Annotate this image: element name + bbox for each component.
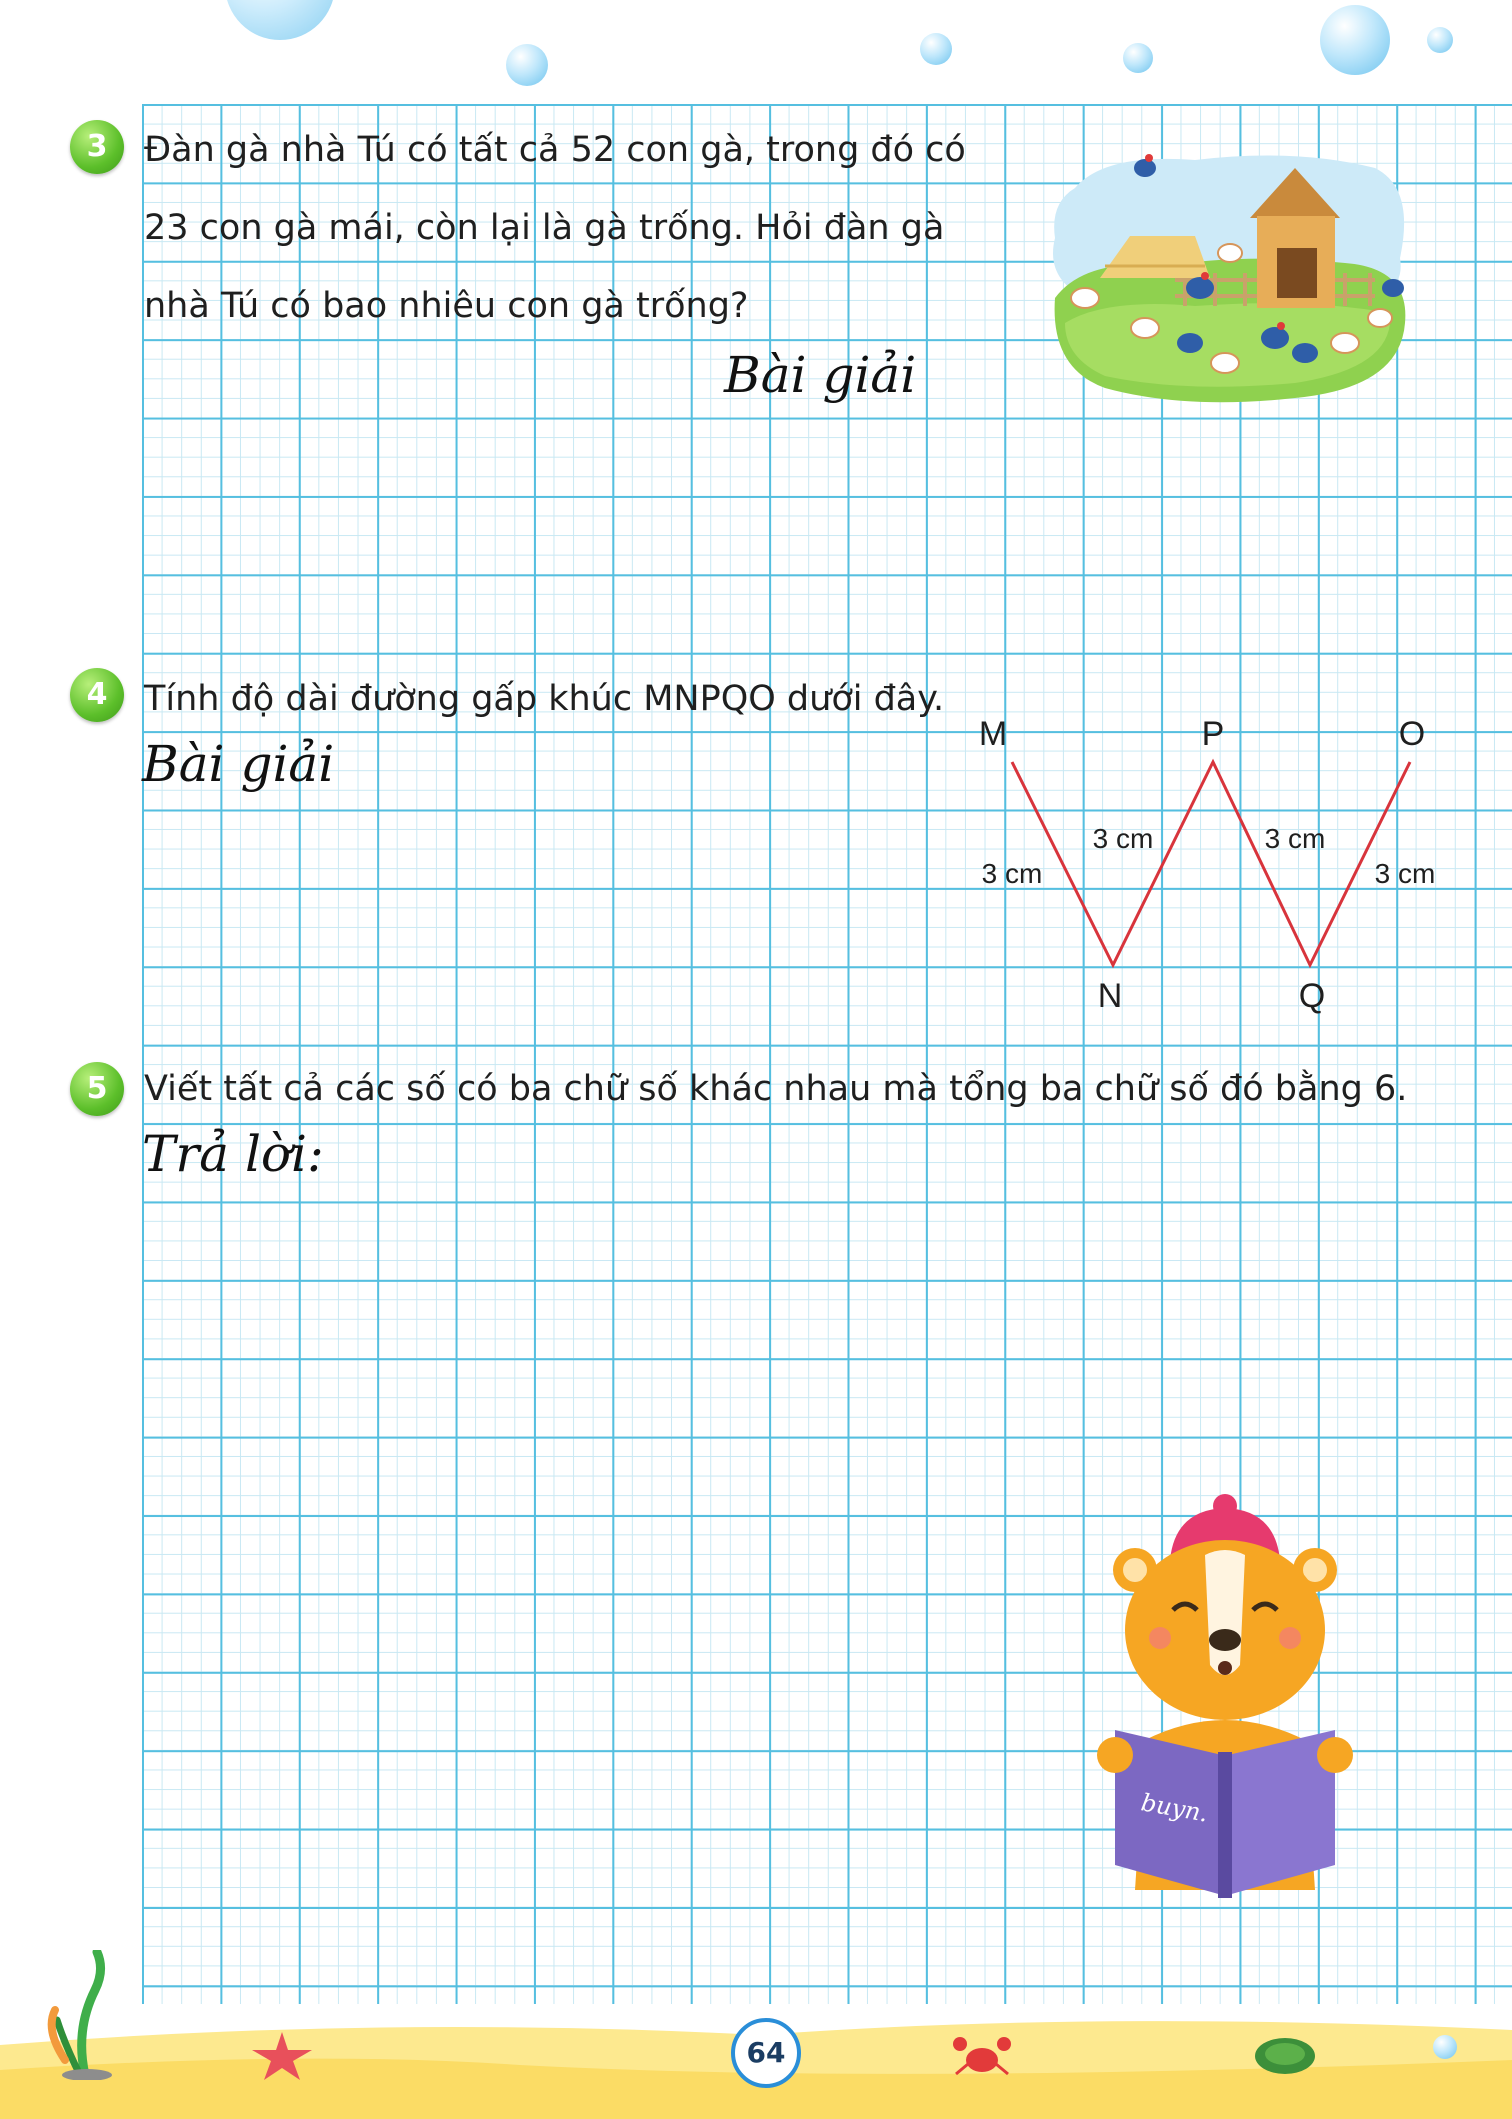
question-3-line-2: 23 con gà mái, còn lại là gà trống. Hỏi đàn gà [144,208,945,248]
question-5-text: Viết tất cả các số có ba chữ số khác nhau mà tổng ba chữ số đó bằng 6. [144,1069,1408,1109]
question-4-badge: 4 [70,668,124,722]
question-3-line-1: Đàn gà nhà Tú có tất cả 52 con gà, trong đó có [144,130,966,170]
polyline-figure [960,700,1460,1030]
page-number: 64 [731,2018,801,2088]
bubble-decoration [1123,43,1153,73]
chicken-farm-illustration [1045,148,1415,408]
polyline-mnpqo [1012,762,1410,965]
turtle-decoration [1250,2030,1320,2078]
segment-label-qo: 3 cm [1374,858,1436,889]
bear-reading-book-illustration [1085,1490,1365,1900]
question-4-answer-heading: Bài giải [142,735,335,793]
bubble-decoration [1433,2035,1457,2059]
bubble-decoration [1427,27,1453,53]
point-label-p: P [1201,715,1225,753]
segment-label-pq: 3 cm [1264,823,1326,854]
bubble-decoration [225,0,335,40]
bubble-decoration [1320,5,1390,75]
crab-decoration [950,2030,1014,2080]
bubble-decoration [506,44,548,86]
bubble-decoration [920,33,952,65]
seaweed-decoration [35,1950,125,2080]
segment-label-mn: 3 cm [981,858,1043,889]
question-5-answer-heading: Trả lời: [142,1125,324,1183]
starfish-decoration [250,2030,314,2082]
question-3-line-3: nhà Tú có bao nhiêu con gà trống? [144,286,749,326]
point-label-q: Q [1298,977,1326,1015]
point-label-n: N [1097,977,1123,1015]
question-3-answer-heading: Bài giải [724,346,917,404]
point-label-o: O [1398,715,1426,753]
book-scribble: buyn. [1138,1788,1211,1828]
point-label-m: M [978,715,1008,753]
question-3-badge: 3 [70,120,124,174]
segment-label-np: 3 cm [1092,823,1154,854]
question-4-text: Tính độ dài đường gấp khúc MNPQO dưới đây. [144,679,945,719]
question-5-badge: 5 [70,1062,124,1116]
